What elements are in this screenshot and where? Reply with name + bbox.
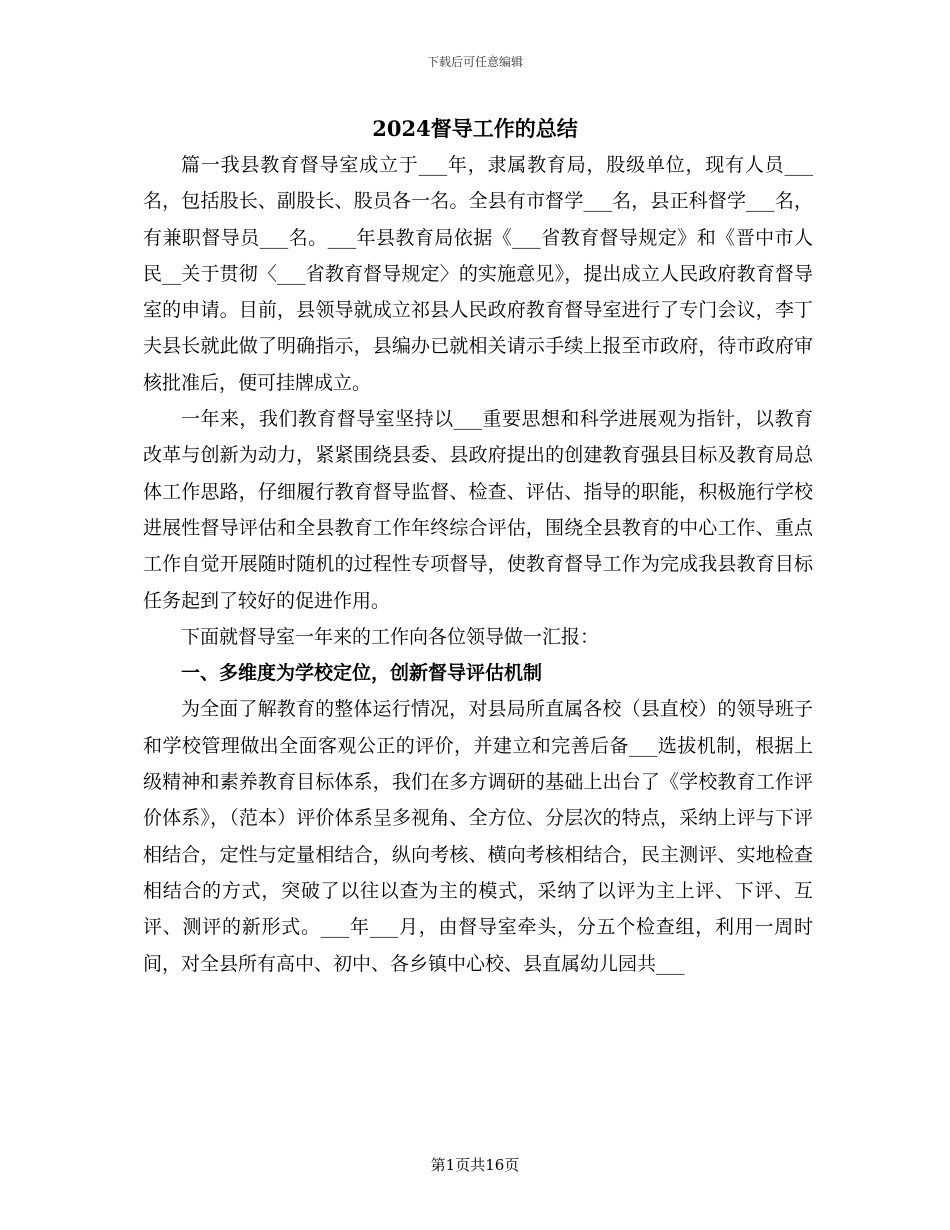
section-paragraph: 为全面了解教育的整体运行情况，对县局所直属各校（县直校）的领导班子和学校管理做出全面客观公正的评价，并建立和完善后备___选拔机制，根据上级精神和素养教育目标体系，我们在多方调研的基础上出台了《学校教育工作评价体系》，（范本）评价体系呈多视角、全方位、分层次的特点，采纳上评与下评相结合，定性与定量相结合，纵向考核、横向考核相结合，民主测评、实地检查相结合的方式，突破了以往以查为主的模式，采纳了以评为主上评、下评、互评、测评的新形式。___年___月，由督导室牵头，分五个检查组，利用一周时间，对全县所有高中、初中、各乡镇中心校、县直属幼儿园共___	[143, 698, 813, 975]
paragraph-1: 篇一我县教育督导室成立于___年，隶属教育局，股级单位，现有人员___名，包括股长、副股长、股员各一名。全县有市督学___名，县正科督学___名，有兼职督导员___名。___年县教育局依据《___省教育督导规定》和《晋中市人民__关于贯彻〈___省教育督导规定〉的实施意见》，提出成立人民政府教育督导室的申请。目前，县领导就成立祁县人民政府教育督导室进行了专门会议，李丁夫县长就此做了明确指示，县编办已就相关请示手续上报至市政府，待市政府审核批准后，便可挂牌成立。	[143, 154, 813, 394]
paragraph-2: 一年来，我们教育督导室坚持以___重要思想和科学进展观为指针，以教育改革与创新为动力，紧紧围绕县委、县政府提出的创建教育强县目标及教育局总体工作思路，仔细履行教育督导监督、检查、评估、指导的职能，积极施行学校进展性督导评估和全县教育工作年终综合评估，围绕全县教育的中心工作、重点工作自觉开展随时随机的过程性专项督导，使教育督导工作为完成我县教育目标任务起到了较好的促进作用。	[143, 408, 813, 612]
section-heading: 一、多维度为学校定位，创新督导评估机制	[181, 662, 543, 685]
document-body	[143, 147, 813, 982]
document-title: 2024督导工作的总结	[372, 116, 578, 141]
page-number-footer: 第1页共16页	[430, 1156, 520, 1174]
header-note: 下载后可任意编辑	[426, 55, 523, 69]
paragraph-3: 下面就督导室一年来的工作向各位领导做一汇报：	[181, 625, 600, 648]
